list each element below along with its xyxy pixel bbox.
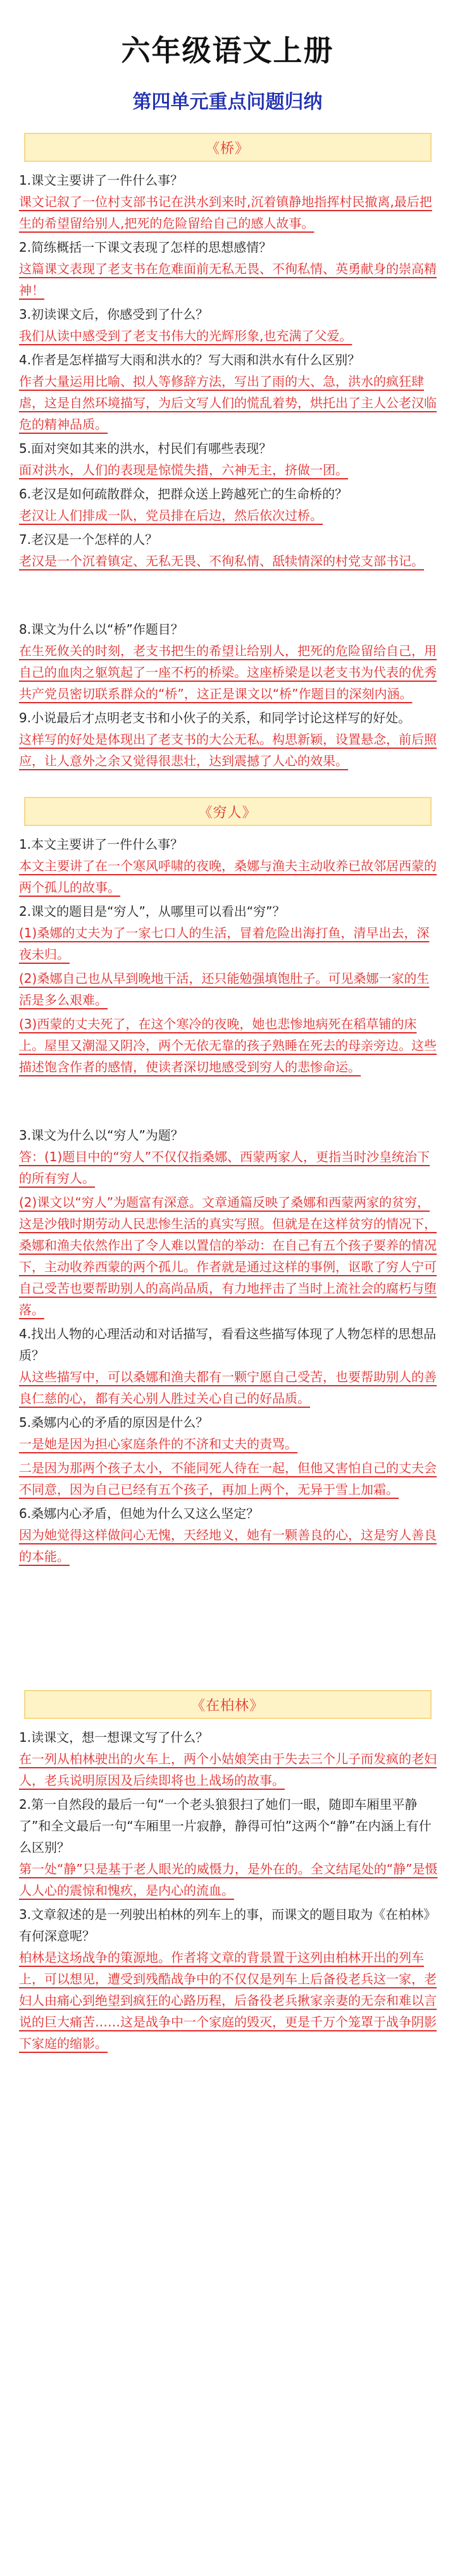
answer-underlined-text: 在生死攸关的时刻，老支书把生的希望让给别人，把死的危险留给自己，用自己的血肉之躯筑起了一座不朽的桥梁。这座桥梁是以老支书为代表的优秀共产党员密切联系群众的“桥”，这正是课文以“桥”作题目的深刻内涵。: [19, 643, 437, 701]
answer-underlined-text: (1)桑娜的丈夫为了一家七口人的生活，冒着危险出海打鱼，清早出去，深夜未归。: [19, 925, 430, 962]
answer-underlined-text: (3)西蒙的丈夫死了，在这个寒冷的夜晚，她也悲惨地病死在稻草铺的床上。屋里又潮湿又阴冷，两个无依无靠的孩子熟睡在死去的母亲旁边。这些描述饱含作者的感情，使读者深切地感受到穷人的悲惨命运。: [19, 1016, 437, 1075]
answer-underlined-text: (2)桑娜自己也从早到晚地干活，还只能勉强填饱肚子。可见桑娜一家的生活是多么艰难。: [19, 971, 430, 1008]
answer-underlined-text: 答：(1)题目中的“穷人”不仅仅指桑娜、西蒙两家人，更指当时沙皇统治下的所有穷人。: [19, 1149, 430, 1186]
lesson-title-banner: 《穷人》: [24, 797, 432, 826]
answer-text: [19, 1524, 439, 1567]
question-text: 5.面对突如其来的洪水，村民们有哪些表现？: [19, 441, 272, 456]
question-text: 3.文章叙述的是一列驶出柏林的列车上的事，而课文的题目取为《在柏林》有何深意呢？: [19, 1907, 437, 1944]
question-text: 2.简练概括一下课文表现了怎样的思想感情？: [19, 240, 272, 255]
answer-text: [19, 1457, 439, 1500]
answer-underlined-text: 因为她觉得这样做问心无愧，天经地义，她有一颗善良的心，这是穷人善良的本能。: [19, 1527, 437, 1564]
question-text: 7.老汉是一个怎样的人？: [19, 532, 158, 547]
question-text: 6.老汉是如何疏散群众，把群众送上跨越死亡的生命桥的？: [19, 486, 348, 502]
answer-text: [19, 505, 439, 526]
answer-text: [19, 325, 439, 347]
answer-underlined-text: (2)课文以“穷人”为题富有深意。文章通篇反映了桑娜和西蒙两家的贫穷，这是沙俄时期劳动人民悲惨生活的真实写照。但就是在这样贫穷的情况下，桑娜和渔夫依然作出了令人难以置信的举动：在自己有五个孩子要养的情况下，主动收养西蒙的两个孤儿。作者就是通过这样的事例，讴歌了穷人宁可自己受苦也要帮助别人的高尚品质，有力地抨击了当时上流社会的腐朽与堕落。: [19, 1195, 437, 1317]
lesson-title-banner: 《桥》: [24, 133, 432, 162]
answer-underlined-text: 二是因为那两个孩子太小，不能同死人待在一起，但他又害怕自己的丈夫会不同意，因为自己已经有五个孩子，再加上两个，无异于雪上加霜。: [19, 1460, 437, 1497]
answer-text: [19, 371, 439, 435]
answer-underlined-text: 这样写的好处是体现出了老支书的大公无私。构思新颖，设置悬念，前后照应，让人意外之余又觉得很悲壮，达到震撼了人心的效果。: [19, 732, 437, 768]
question-text: 1.本文主要讲了一件什么事？: [19, 837, 184, 852]
answer-underlined-text: 我们从读中感受到了老支书伟大的光辉形象,也充满了父爱。: [19, 328, 352, 343]
question-text: 6.桑娜内心矛盾，但她为什么又这么坚定？: [19, 1506, 259, 1521]
lesson-title-banner: 《在柏林》: [24, 1690, 432, 1719]
answer-underlined-text: 作者大量运用比喻、拟人等修辞方法，写出了雨的大、急，洪水的疯狂肆虐，这是自然环境描写，为后文写人们的慌乱着势，烘托出了主人公老汉临危的精神品质。: [19, 374, 437, 432]
answer-text: [19, 1858, 439, 1901]
question-text: 3.初读课文后，你感受到了什么？: [19, 307, 209, 322]
answer-text: [19, 1146, 439, 1189]
sections-container: [0, 133, 455, 2054]
spacer: [19, 574, 439, 619]
spacer: [19, 1080, 439, 1125]
answer-text: [19, 1192, 439, 1321]
answer-text: [19, 855, 439, 898]
qa-list: [0, 1727, 455, 2054]
answer-text: [19, 968, 439, 1011]
answer-underlined-text: 本文主要讲了在一个寒风呼啸的夜晚，桑娜与渔夫主动收养已故邻居西蒙的两个孤儿的故事。: [19, 858, 437, 895]
lesson-section: [0, 797, 455, 1567]
qa-list: [0, 169, 455, 772]
question-text: 4.找出人物的心理活动和对话描写，看看这些描写体现了人物怎样的思想品质？: [19, 1326, 437, 1363]
answer-text: [19, 459, 439, 481]
spacer: [0, 1570, 455, 1665]
lesson-section: [0, 133, 455, 772]
answer-text: [19, 1366, 439, 1409]
answer-underlined-text: 柏林是这场战争的策源地。作者将文章的背景置于这列由柏林开出的列车上，可以想见，遭受到残酷战争中的不仅仅是列车上后备役老兵这一家，老妇人由痛心到绝望到疯狂的心路历程，后备役老兵揪家亲妻的无奈和难以言说的巨大痛苦……这是战争中一个家庭的毁灭，更是千万个笼罩于战争阴影下家庭的缩影。: [19, 1950, 437, 2051]
question-text: 2.第一自然段的最后一句“一个老头狼狠扫了她们一眼，随即车厢里平静了”和全文最后一句“车厢里一片寂静，静得可怕”这两个“静”在内涵上有什么区别？: [19, 1797, 432, 1855]
page-title: 六年级语文上册: [121, 34, 334, 68]
question-text: 1.课文主要讲了一件什么事？: [19, 173, 184, 188]
answer-underlined-text: 一是她是因为担心家庭条件的不济和丈夫的责骂。: [19, 1436, 297, 1451]
lesson-section: [0, 1690, 455, 2054]
answer-underlined-text: 老汉让人们排成一队，党员排在后边，然后依次过桥。: [19, 508, 323, 523]
answer-underlined-text: 在一列从柏林驶出的火车上，两个小姑娘笑由于失去三个儿子而发疯的老妇人，老兵说明原因及后续即将也上战场的故事。: [19, 1751, 437, 1788]
answer-underlined-text: 这篇课文表现了老支书在危难面前无私无畏、不徇私情、英勇献身的崇高精神！: [19, 261, 437, 298]
page-subtitle: 第四单元重点问题归纳: [132, 91, 323, 113]
answer-text: [19, 1748, 439, 1791]
answer-underlined-text: 老汉是一个沉着镇定、无私无畏、不徇私情、舐犊情深的村党支部书记。: [19, 553, 424, 569]
question-text: 5.桑娜内心的矛盾的原因是什么？: [19, 1415, 209, 1430]
answer-text: [19, 1947, 439, 2054]
answer-text: [19, 1433, 439, 1455]
answer-text: [19, 191, 439, 234]
question-text: 1.读课文，想一想课文写了什么？: [19, 1730, 209, 1745]
answer-text: [19, 922, 439, 965]
answer-text: [19, 258, 439, 301]
answer-text: [19, 729, 439, 772]
answer-text: [19, 550, 439, 572]
answer-underlined-text: 课文记叙了一位村支部书记在洪水到来时,沉着镇静地指挥村民撤离,最后把生的希望留给别人,把死的危险留给自己的感人故事。: [19, 194, 432, 231]
answer-underlined-text: 面对洪水，人们的表现是惊慌失措，六神无主，挤做一团。: [19, 462, 348, 478]
answer-text: [19, 640, 439, 705]
qa-list: [0, 834, 455, 1567]
header: [0, 0, 455, 114]
question-text: 9.小说最后才点明老支书和小伙子的关系，和同学讨论这样写的好处。: [19, 710, 411, 725]
question-text: 8.课文为什么以“桥”作题目？: [19, 622, 184, 637]
question-text: 3.课文为什么以“穷人”为题？: [19, 1128, 184, 1143]
question-text: 4.作者是怎样描写大雨和洪水的？写大雨和洪水有什么区别？: [19, 352, 361, 367]
question-text: 2.课文的题目是“穷人”，从哪里可以看出“穷”？: [19, 904, 285, 919]
answer-underlined-text: 第一处“静”只是基于老人眼光的威慑力，是外在的。全文结尾处的“静”是慑人人心的震惊和愧疚，是内心的流血。: [19, 1861, 438, 1898]
answer-underlined-text: 从这些描写中，可以桑娜和渔夫都有一颗宁愿自己受苦，也要帮助别人的善良仁慈的心，都有关心别人胜过关心自己的好品质。: [19, 1369, 437, 1406]
answer-text: [19, 1013, 439, 1078]
